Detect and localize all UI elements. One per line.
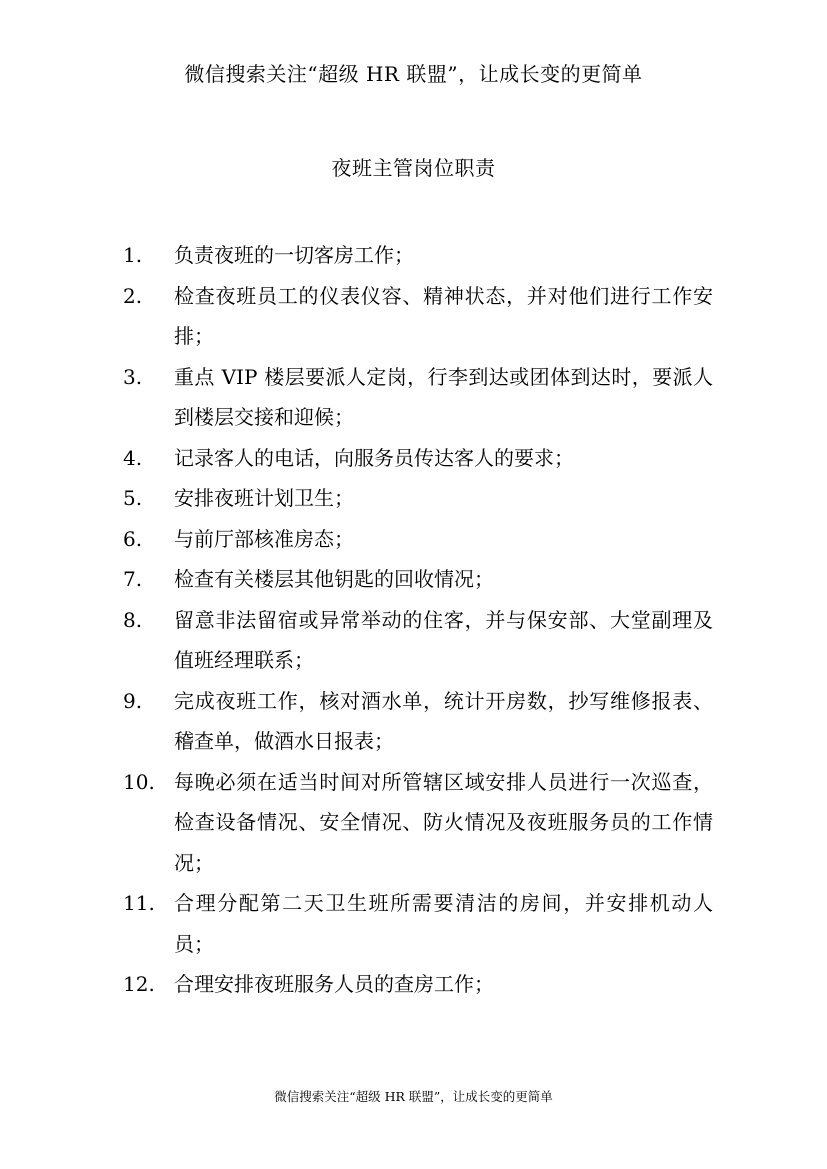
list-item xyxy=(123,276,713,357)
item-number: 10. xyxy=(123,769,155,794)
list-item xyxy=(123,964,713,1005)
item-number: 4. xyxy=(123,445,143,470)
list-item xyxy=(123,438,713,479)
page-header: 微信搜索关注“超级 HR 联盟”，让成长变的更简单 xyxy=(184,62,643,86)
item-text: 记录客人的电话，向服务员传达客人的要求； xyxy=(174,445,574,470)
item-number: 7. xyxy=(123,567,143,591)
list-item xyxy=(123,235,713,276)
list-item xyxy=(123,600,713,681)
item-number: 8. xyxy=(123,607,143,632)
item-text: 每晚必须在适当时间对所管辖区域安排人员进行一次巡查，检查设备情况、安全情况、防火情况及夜班服务员的工作情况； xyxy=(174,769,713,875)
item-text: 合理分配第二天卫生班所需要清洁的房间，并安排机动人员； xyxy=(174,891,713,956)
page-footer: 微信搜索关注“超级 HR 联盟”，让成长变的更简单 xyxy=(274,1089,553,1104)
list-item xyxy=(123,681,713,762)
document-title: 夜班主管岗位职责 xyxy=(331,156,496,180)
list-item xyxy=(123,478,713,519)
list-item xyxy=(123,559,713,600)
item-number: 9. xyxy=(123,688,143,713)
list-item xyxy=(123,883,713,964)
item-text: 负责夜班的一切客房工作； xyxy=(174,243,414,267)
item-text: 重点 VIP 楼层要派人定岗，行李到达或团体到达时，要派人到楼层交接和迎候； xyxy=(174,364,713,429)
list-item xyxy=(123,762,713,884)
item-number: 3. xyxy=(123,364,143,389)
item-text: 与前厅部核准房态； xyxy=(174,526,354,551)
item-number: 11. xyxy=(123,891,155,915)
duty-list xyxy=(123,235,713,1005)
item-number: 12. xyxy=(123,972,155,996)
list-item xyxy=(123,519,713,560)
item-text: 检查有关楼层其他钥匙的回收情况； xyxy=(174,567,494,591)
item-number: 2. xyxy=(123,283,143,308)
item-text: 检查夜班员工的仪表仪容、精神状态，并对他们进行工作安排； xyxy=(174,283,713,348)
item-text: 留意非法留宿或异常举动的住客，并与保安部、大堂副理及值班经理联系； xyxy=(174,607,713,672)
item-text: 合理安排夜班服务人员的查房工作； xyxy=(174,972,494,996)
item-number: 6. xyxy=(123,526,143,551)
item-number: 1. xyxy=(123,243,143,267)
item-number: 5. xyxy=(123,486,143,510)
list-item xyxy=(123,357,713,438)
item-text: 安排夜班计划卫生； xyxy=(174,486,354,510)
item-text: 完成夜班工作，核对酒水单，统计开房数，抄写维修报表、稽查单，做酒水日报表； xyxy=(174,688,713,753)
